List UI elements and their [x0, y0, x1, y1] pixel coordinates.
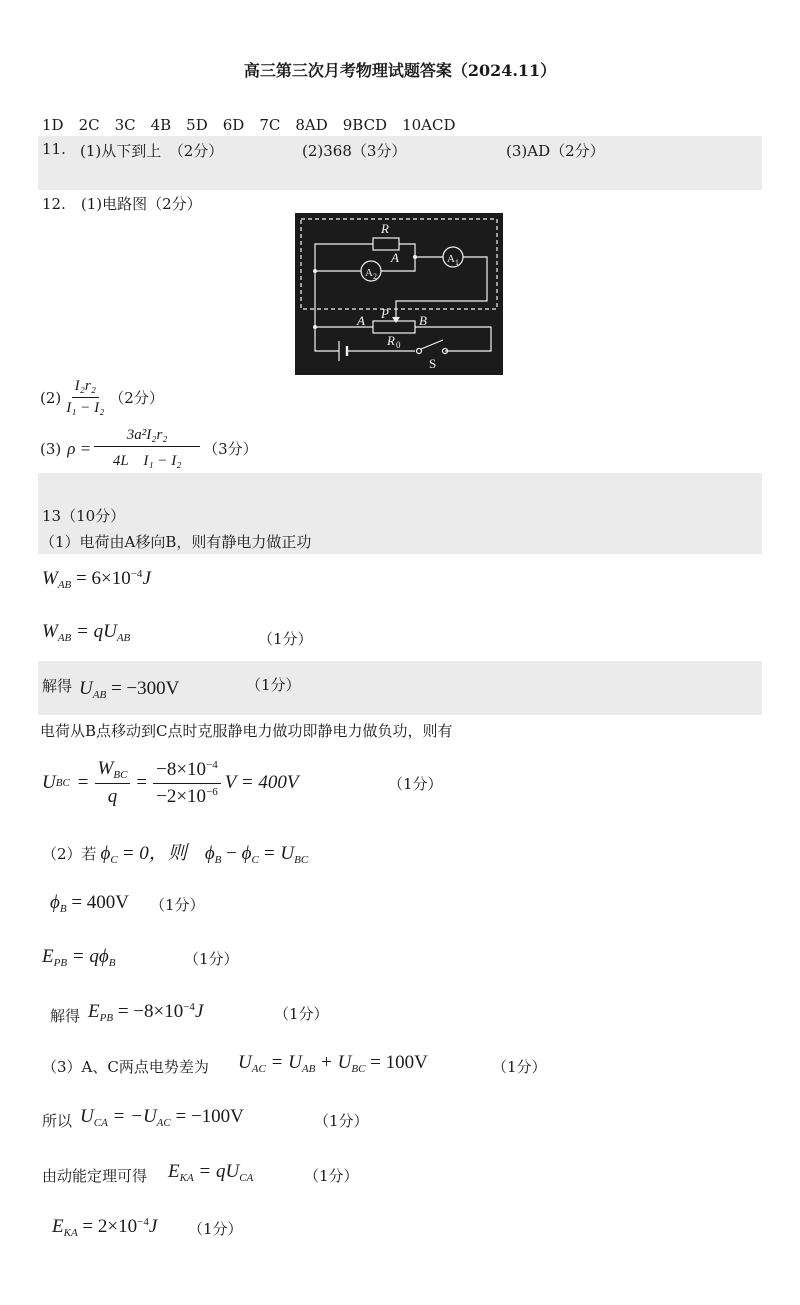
eq-ubc-num2: −8×10 [156, 758, 207, 780]
page-title: 高三第三次月考物理试题答案（2024.11） [243, 61, 557, 80]
eq-wab-def: $W_{AB} = qU_{AB}$ [42, 621, 131, 644]
label-A2-sub: 2 [373, 272, 377, 281]
eq-uab: $U_{AB} = -300V$ [79, 678, 180, 701]
points-3: （1分） [388, 775, 443, 793]
q12-part3-denominator: 4L I₁ − I₂ [112, 453, 182, 469]
points-9: （1分） [304, 1167, 359, 1185]
eq-wab-def-rhs: = qU [76, 621, 117, 642]
eq-uca-eq: = −U [112, 1106, 157, 1127]
dashed-box [301, 219, 497, 309]
label-A1: A [447, 253, 455, 265]
eq-uab-value: = −300V [110, 678, 180, 699]
eq-wab-value-exp: −4 [130, 568, 143, 580]
dongneng-text: 由动能定理可得 [42, 1167, 148, 1185]
eq-phib-value: = 400V [71, 892, 130, 913]
eq-ubc: U BC = $\frac{W_{BC}}{q}$ = $\frac{-8\times 10^{-4}}{-2\times 10^{-6}}$ V = 400V [42, 758, 299, 807]
q12-part3 [40, 427, 258, 470]
eq-wab-value-unit: J [142, 568, 151, 589]
q11-part3: (3)AD（2分） [506, 142, 605, 160]
q12-part3-rho: ρ = [67, 438, 92, 458]
points-2: （1分） [246, 676, 301, 694]
wire-left-bottom [315, 327, 339, 351]
label-R0: R [387, 333, 395, 348]
q11-part2: (2)368（3分） [302, 142, 407, 160]
eq-uac: $U_{AC} = U_{AB} + U_{BC} = 100V$ [238, 1052, 428, 1075]
node-left-bottom [313, 325, 317, 329]
q13-part2-a: （2）若 [42, 845, 97, 863]
eq-wab-value-num: = 6×10 [76, 568, 131, 589]
eq-ubc-den2-exp: −6 [206, 785, 218, 798]
eq-wab-value: $W_{AB} = 6\times 10^{-4}J$ [42, 568, 151, 591]
resistor-R [373, 238, 399, 250]
eq-epb-result: $E_{PB} = -8\times 10^{-4}J$ [88, 1001, 204, 1024]
eq-uac-value: = 100V [370, 1052, 428, 1073]
eq-epb-value: = −8×10 [117, 1001, 184, 1022]
eq-ubc-frac2 [153, 759, 221, 808]
q13-heading: 13（10分） [42, 507, 126, 525]
q13-line1: （1）电荷由A移向B，则有静电力做正功 [40, 533, 312, 551]
eq-eka-rhs: = qU [198, 1161, 240, 1182]
q12-part3-prefix: (3) [40, 439, 62, 458]
points-5: （1分） [184, 950, 239, 968]
node-top [413, 255, 417, 259]
eq-eka-value: = 2×10 [82, 1216, 138, 1237]
label-A-top: A [391, 250, 399, 265]
label-P: P [381, 306, 389, 321]
eq-eka-result: $E_{KA} = 2\times 10^{-4}J$ [52, 1216, 158, 1239]
epb-jiede: 解得 [50, 1007, 81, 1025]
q13-part2-c: = U [262, 843, 295, 864]
eq-ubc-w: W [97, 758, 114, 779]
circuit-svg [295, 213, 503, 375]
eq-eka-exp: −4 [137, 1216, 149, 1228]
eq-uac-eq: = U [270, 1052, 302, 1073]
q12-part2-numerator: I₂r₂ [72, 378, 99, 398]
q13-bc-text: 电荷从B点移动到C点时克服静电力做功即静电力做负功，则有 [40, 722, 453, 740]
points-1: （1分） [258, 630, 313, 648]
eq-epb: $E_{PB} = q\phi_B$ [42, 946, 116, 969]
points-8: （1分） [314, 1112, 369, 1130]
q12-part2-fraction [63, 378, 107, 417]
label-A-left: A [357, 313, 365, 328]
points-4: （1分） [150, 896, 205, 914]
wire-R-node [399, 244, 415, 257]
q11-part1: (1)从下到上 （2分） [80, 142, 224, 160]
q12-part3-fraction [93, 427, 201, 470]
wire-A1-slider [396, 257, 487, 319]
choice-answers: 1D 2C 3C 4B 5D 6D 7C 8AD 9BCD 10ACD [42, 116, 456, 134]
q12-part2-points: （2分） [109, 389, 164, 407]
label-B: B [419, 313, 427, 328]
suoyi-text: 所以 [42, 1112, 73, 1130]
q13-part2-b: = 0，则 [121, 843, 187, 864]
q12-part3-points: （3分） [203, 440, 258, 458]
eq-uca: $U_{CA} = -U_{AC} = -100V$ [80, 1106, 244, 1129]
eq-ubc-tail: V = 400V [224, 772, 299, 793]
node-left [313, 269, 317, 273]
switch-lever [421, 340, 443, 349]
slider-arrow [392, 317, 400, 323]
q12-part2-prefix: (2) [40, 388, 62, 407]
uab-jiede: 解得 [42, 677, 73, 695]
eq-epb-rhs: = qϕ [71, 946, 109, 967]
eq-ubc-frac1: $\frac{W_{BC}}{q}$ [95, 758, 131, 808]
eq-ubc-den2: −2×10 [156, 785, 207, 807]
eq-ubc-num2-exp: −4 [206, 758, 218, 771]
switch-pivot [417, 349, 422, 354]
eq-eka: $E_{KA} = qU_{CA}$ [168, 1161, 254, 1184]
label-A1-sub: 1 [455, 258, 459, 267]
eq-epb-unit: J [194, 1001, 204, 1022]
points-6: （1分） [274, 1005, 329, 1023]
points-10: （1分） [188, 1220, 243, 1238]
label-A2: A [365, 267, 373, 279]
eq-ubc-q: q [107, 786, 118, 807]
rheostat-R0 [373, 321, 415, 333]
q12-heading: 12. (1)电路图（2分） [42, 195, 202, 213]
eq-uac-plus: + U [320, 1052, 352, 1073]
label-R0-sub: 0 [396, 340, 401, 350]
eq-epb-exp: −4 [183, 1001, 195, 1013]
q12-part3-numerator: 3a²I₂r₂ [94, 427, 200, 447]
label-R: R [381, 221, 389, 236]
eq-eka-unit: J [148, 1216, 158, 1237]
circuit-diagram [295, 213, 503, 375]
q13-part3-text: （3）A、C两点电势差为 [42, 1058, 209, 1076]
q13-part2-line: （2）若 $\phi_C$ = 0，则 $\phi_B - \phi_C$ = $U_{BC}$ [42, 838, 308, 866]
q12-part2 [40, 378, 164, 417]
q12-part2-denominator: I₁ − I₂ [66, 400, 105, 416]
label-S: S [429, 356, 437, 371]
eq-uca-value: = −100V [175, 1106, 244, 1127]
eq-phib: $\phi_B = 400V$ [50, 892, 130, 915]
points-7: （1分） [492, 1058, 547, 1076]
q11-number: 11. [42, 140, 66, 158]
